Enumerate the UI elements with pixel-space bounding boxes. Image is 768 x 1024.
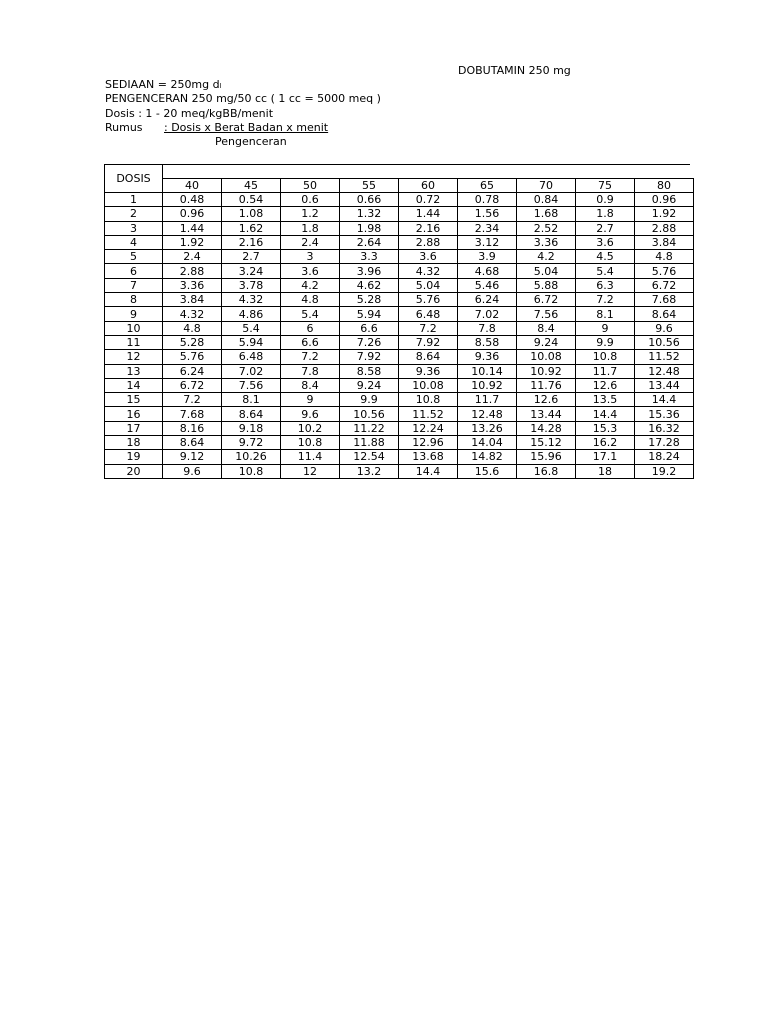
value-cell: 6.24 <box>163 364 222 378</box>
value-cell: 0.96 <box>635 193 694 207</box>
dosage-table-wrapper <box>104 164 694 479</box>
value-cell: 2.88 <box>163 264 222 278</box>
dosis-cell: 3 <box>105 221 163 235</box>
value-cell: 14.4 <box>399 464 458 478</box>
value-cell: 2.7 <box>222 250 281 264</box>
value-cell: 2.16 <box>399 221 458 235</box>
value-cell: 5.4 <box>222 321 281 335</box>
value-cell: 0.84 <box>517 193 576 207</box>
value-cell: 1.92 <box>163 235 222 249</box>
value-cell: 0.9 <box>576 193 635 207</box>
value-cell: 7.92 <box>399 335 458 349</box>
value-cell: 15.36 <box>635 407 694 421</box>
value-cell: 10.56 <box>340 407 399 421</box>
value-cell: 6 <box>281 321 340 335</box>
dosis-cell: 5 <box>105 250 163 264</box>
value-cell: 10.14 <box>458 364 517 378</box>
dosis-cell: 6 <box>105 264 163 278</box>
table-row <box>105 193 694 207</box>
table-row <box>105 464 694 478</box>
value-cell: 8.64 <box>222 407 281 421</box>
value-cell: 9.6 <box>635 321 694 335</box>
value-cell: 0.54 <box>222 193 281 207</box>
value-cell: 2.64 <box>340 235 399 249</box>
value-cell: 15.12 <box>517 436 576 450</box>
value-cell: 7.56 <box>517 307 576 321</box>
value-cell: 7.02 <box>458 307 517 321</box>
value-cell: 5.4 <box>576 264 635 278</box>
weight-header-cell: 40 <box>163 178 222 192</box>
value-cell: 3.36 <box>163 278 222 292</box>
value-cell: 4.68 <box>458 264 517 278</box>
table-row <box>105 364 694 378</box>
value-cell: 0.6 <box>281 193 340 207</box>
rumus-denominator: Pengenceran <box>215 135 287 149</box>
dosis-cell: 19 <box>105 450 163 464</box>
value-cell: 7.26 <box>340 335 399 349</box>
sediaan-line: SEDIAAN = 250mg dₗ <box>105 78 222 91</box>
weight-header-cell: 80 <box>635 178 694 192</box>
weight-header-cell: 45 <box>222 178 281 192</box>
value-cell: 6.72 <box>163 378 222 392</box>
value-cell: 7.2 <box>399 321 458 335</box>
value-cell: 11.88 <box>340 436 399 450</box>
value-cell: 2.88 <box>399 235 458 249</box>
value-cell: 4.5 <box>576 250 635 264</box>
value-cell: 9.72 <box>222 436 281 450</box>
dosis-cell: 12 <box>105 350 163 364</box>
table-row <box>105 350 694 364</box>
value-cell: 15.6 <box>458 464 517 478</box>
value-cell: 9.18 <box>222 421 281 435</box>
table-row <box>105 307 694 321</box>
table-row <box>105 321 694 335</box>
value-cell: 6.72 <box>635 278 694 292</box>
value-cell: 16.8 <box>517 464 576 478</box>
value-cell: 13.44 <box>517 407 576 421</box>
value-cell: 1.2 <box>281 207 340 221</box>
value-cell: 16.2 <box>576 436 635 450</box>
dosis-cell: 10 <box>105 321 163 335</box>
value-cell: 10.08 <box>399 378 458 392</box>
value-cell: 9 <box>281 393 340 407</box>
value-cell: 7.2 <box>281 350 340 364</box>
weight-header-cell: 50 <box>281 178 340 192</box>
table-row <box>105 378 694 392</box>
table-top-rule <box>162 164 690 165</box>
value-cell: 4.62 <box>340 278 399 292</box>
table-row <box>105 221 694 235</box>
value-cell: 17.28 <box>635 436 694 450</box>
header-row <box>105 165 694 179</box>
value-cell: 13.44 <box>635 378 694 392</box>
dosis-column-header: DOSIS <box>105 165 163 193</box>
value-cell: 9.24 <box>340 378 399 392</box>
dosis-cell: 14 <box>105 378 163 392</box>
dosis-cell: 17 <box>105 421 163 435</box>
value-cell: 12.6 <box>517 393 576 407</box>
pengenceran-line: PENGENCERAN 250 mg/50 cc ( 1 cc = 5000 meq ) <box>105 92 381 106</box>
dosis-cell: 7 <box>105 278 163 292</box>
value-cell: 0.48 <box>163 193 222 207</box>
value-cell: 10.8 <box>399 393 458 407</box>
value-cell: 2.88 <box>635 221 694 235</box>
dosis-cell: 4 <box>105 235 163 249</box>
value-cell: 18.24 <box>635 450 694 464</box>
value-cell: 9.12 <box>163 450 222 464</box>
value-cell: 11.52 <box>399 407 458 421</box>
value-cell: 9.24 <box>517 335 576 349</box>
value-cell: 9.6 <box>281 407 340 421</box>
value-cell: 1.08 <box>222 207 281 221</box>
value-cell: 18 <box>576 464 635 478</box>
value-cell: 2.16 <box>222 235 281 249</box>
rumus-line <box>105 121 381 135</box>
value-cell: 10.8 <box>576 350 635 364</box>
weight-header-cell: 65 <box>458 178 517 192</box>
value-cell: 2.34 <box>458 221 517 235</box>
value-cell: 1.56 <box>458 207 517 221</box>
value-cell: 0.66 <box>340 193 399 207</box>
value-cell: 14.4 <box>635 393 694 407</box>
value-cell: 11.7 <box>576 364 635 378</box>
value-cell: 3.12 <box>458 235 517 249</box>
value-cell: 5.76 <box>635 264 694 278</box>
dosis-cell: 16 <box>105 407 163 421</box>
value-cell: 11.52 <box>635 350 694 364</box>
dosis-range-line: Dosis : 1 - 20 meq/kgBB/menit <box>105 106 274 120</box>
value-cell: 12.24 <box>399 421 458 435</box>
value-cell: 9.6 <box>163 464 222 478</box>
value-cell: 5.76 <box>163 350 222 364</box>
value-cell: 13.2 <box>340 464 399 478</box>
value-cell: 9.9 <box>340 393 399 407</box>
value-cell: 6.24 <box>458 293 517 307</box>
table-row <box>105 393 694 407</box>
value-cell: 8.64 <box>163 436 222 450</box>
value-cell: 8.16 <box>163 421 222 435</box>
value-cell: 3 <box>281 250 340 264</box>
value-cell: 12.48 <box>458 407 517 421</box>
value-cell: 19.2 <box>635 464 694 478</box>
value-cell: 1.8 <box>281 221 340 235</box>
value-cell: 4.32 <box>163 307 222 321</box>
dosis-cell: 9 <box>105 307 163 321</box>
value-cell: 7.8 <box>281 364 340 378</box>
table-row <box>105 207 694 221</box>
value-cell: 10.8 <box>281 436 340 450</box>
value-cell: 10.2 <box>281 421 340 435</box>
table-row <box>105 421 694 435</box>
value-cell: 8.58 <box>458 335 517 349</box>
value-cell: 1.92 <box>635 207 694 221</box>
table-row <box>105 436 694 450</box>
value-cell: 10.8 <box>222 464 281 478</box>
value-cell: 1.62 <box>222 221 281 235</box>
value-cell: 9.36 <box>458 350 517 364</box>
value-cell: 7.56 <box>222 378 281 392</box>
value-cell: 7.68 <box>163 407 222 421</box>
value-cell: 15.96 <box>517 450 576 464</box>
value-cell: 3.84 <box>635 235 694 249</box>
value-cell: 0.78 <box>458 193 517 207</box>
value-cell: 4.8 <box>163 321 222 335</box>
value-cell: 4.86 <box>222 307 281 321</box>
weight-header-cell: 60 <box>399 178 458 192</box>
value-cell: 8.64 <box>635 307 694 321</box>
value-cell: 2.4 <box>281 235 340 249</box>
value-cell: 3.36 <box>517 235 576 249</box>
value-cell: 6.48 <box>399 307 458 321</box>
value-cell: 12.6 <box>576 378 635 392</box>
value-cell: 14.4 <box>576 407 635 421</box>
value-cell: 15.3 <box>576 421 635 435</box>
value-cell: 6.72 <box>517 293 576 307</box>
value-cell: 14.04 <box>458 436 517 450</box>
header-gap <box>163 165 694 179</box>
value-cell: 13.26 <box>458 421 517 435</box>
value-cell: 5.4 <box>281 307 340 321</box>
value-cell: 11.7 <box>458 393 517 407</box>
dosage-table <box>104 164 694 479</box>
weight-header-row <box>105 178 694 192</box>
value-cell: 8.58 <box>340 364 399 378</box>
value-cell: 5.46 <box>458 278 517 292</box>
table-row <box>105 407 694 421</box>
value-cell: 5.28 <box>163 335 222 349</box>
value-cell: 8.1 <box>576 307 635 321</box>
rumus-formula: : Dosis x Berat Badan x menit <box>164 120 329 134</box>
value-cell: 6.6 <box>281 335 340 349</box>
value-cell: 8.64 <box>399 350 458 364</box>
value-cell: 1.98 <box>340 221 399 235</box>
value-cell: 6.3 <box>576 278 635 292</box>
table-row <box>105 235 694 249</box>
value-cell: 8.1 <box>222 393 281 407</box>
value-cell: 4.32 <box>222 293 281 307</box>
dosis-cell: 13 <box>105 364 163 378</box>
value-cell: 8.4 <box>517 321 576 335</box>
value-cell: 3.6 <box>576 235 635 249</box>
value-cell: 3.9 <box>458 250 517 264</box>
document-title: DOBUTAMIN 250 mg <box>458 64 571 77</box>
value-cell: 3.84 <box>163 293 222 307</box>
value-cell: 5.04 <box>517 264 576 278</box>
value-cell: 12.96 <box>399 436 458 450</box>
value-cell: 5.88 <box>517 278 576 292</box>
dosis-cell: 8 <box>105 293 163 307</box>
value-cell: 3.6 <box>399 250 458 264</box>
value-cell: 10.92 <box>458 378 517 392</box>
value-cell: 7.92 <box>340 350 399 364</box>
value-cell: 10.08 <box>517 350 576 364</box>
value-cell: 7.2 <box>163 393 222 407</box>
value-cell: 12 <box>281 464 340 478</box>
value-cell: 10.26 <box>222 450 281 464</box>
value-cell: 5.94 <box>222 335 281 349</box>
info-block <box>105 78 381 149</box>
value-cell: 4.32 <box>399 264 458 278</box>
value-cell: 13.5 <box>576 393 635 407</box>
value-cell: 10.92 <box>517 364 576 378</box>
value-cell: 3.78 <box>222 278 281 292</box>
table-row <box>105 250 694 264</box>
dosis-cell: 18 <box>105 436 163 450</box>
value-cell: 12.54 <box>340 450 399 464</box>
value-cell: 0.96 <box>163 207 222 221</box>
value-cell: 10.56 <box>635 335 694 349</box>
value-cell: 8.4 <box>281 378 340 392</box>
value-cell: 3.96 <box>340 264 399 278</box>
value-cell: 1.32 <box>340 207 399 221</box>
rumus-label: Rumus <box>105 120 143 134</box>
value-cell: 4.2 <box>281 278 340 292</box>
value-cell: 13.68 <box>399 450 458 464</box>
value-cell: 1.44 <box>163 221 222 235</box>
value-cell: 7.02 <box>222 364 281 378</box>
value-cell: 4.8 <box>281 293 340 307</box>
table-row <box>105 450 694 464</box>
value-cell: 17.1 <box>576 450 635 464</box>
table-row <box>105 335 694 349</box>
value-cell: 1.68 <box>517 207 576 221</box>
value-cell: 7.68 <box>635 293 694 307</box>
value-cell: 6.48 <box>222 350 281 364</box>
value-cell: 12.48 <box>635 364 694 378</box>
dosis-cell: 15 <box>105 393 163 407</box>
value-cell: 11.76 <box>517 378 576 392</box>
weight-header-cell: 55 <box>340 178 399 192</box>
dosis-cell: 1 <box>105 193 163 207</box>
value-cell: 11.22 <box>340 421 399 435</box>
table-row <box>105 264 694 278</box>
value-cell: 11.4 <box>281 450 340 464</box>
value-cell: 6.6 <box>340 321 399 335</box>
value-cell: 4.2 <box>517 250 576 264</box>
value-cell: 9 <box>576 321 635 335</box>
value-cell: 9.36 <box>399 364 458 378</box>
value-cell: 1.8 <box>576 207 635 221</box>
value-cell: 7.8 <box>458 321 517 335</box>
value-cell: 2.7 <box>576 221 635 235</box>
value-cell: 3.3 <box>340 250 399 264</box>
value-cell: 0.72 <box>399 193 458 207</box>
value-cell: 2.4 <box>163 250 222 264</box>
value-cell: 5.28 <box>340 293 399 307</box>
value-cell: 7.2 <box>576 293 635 307</box>
value-cell: 9.9 <box>576 335 635 349</box>
value-cell: 14.28 <box>517 421 576 435</box>
dosis-cell: 11 <box>105 335 163 349</box>
value-cell: 3.24 <box>222 264 281 278</box>
value-cell: 5.76 <box>399 293 458 307</box>
value-cell: 4.8 <box>635 250 694 264</box>
value-cell: 14.82 <box>458 450 517 464</box>
value-cell: 2.52 <box>517 221 576 235</box>
dosis-cell: 2 <box>105 207 163 221</box>
value-cell: 5.04 <box>399 278 458 292</box>
table-row <box>105 293 694 307</box>
weight-header-cell: 75 <box>576 178 635 192</box>
value-cell: 5.94 <box>340 307 399 321</box>
table-row <box>105 278 694 292</box>
value-cell: 1.44 <box>399 207 458 221</box>
dosis-cell: 20 <box>105 464 163 478</box>
value-cell: 16.32 <box>635 421 694 435</box>
weight-header-cell: 70 <box>517 178 576 192</box>
value-cell: 3.6 <box>281 264 340 278</box>
